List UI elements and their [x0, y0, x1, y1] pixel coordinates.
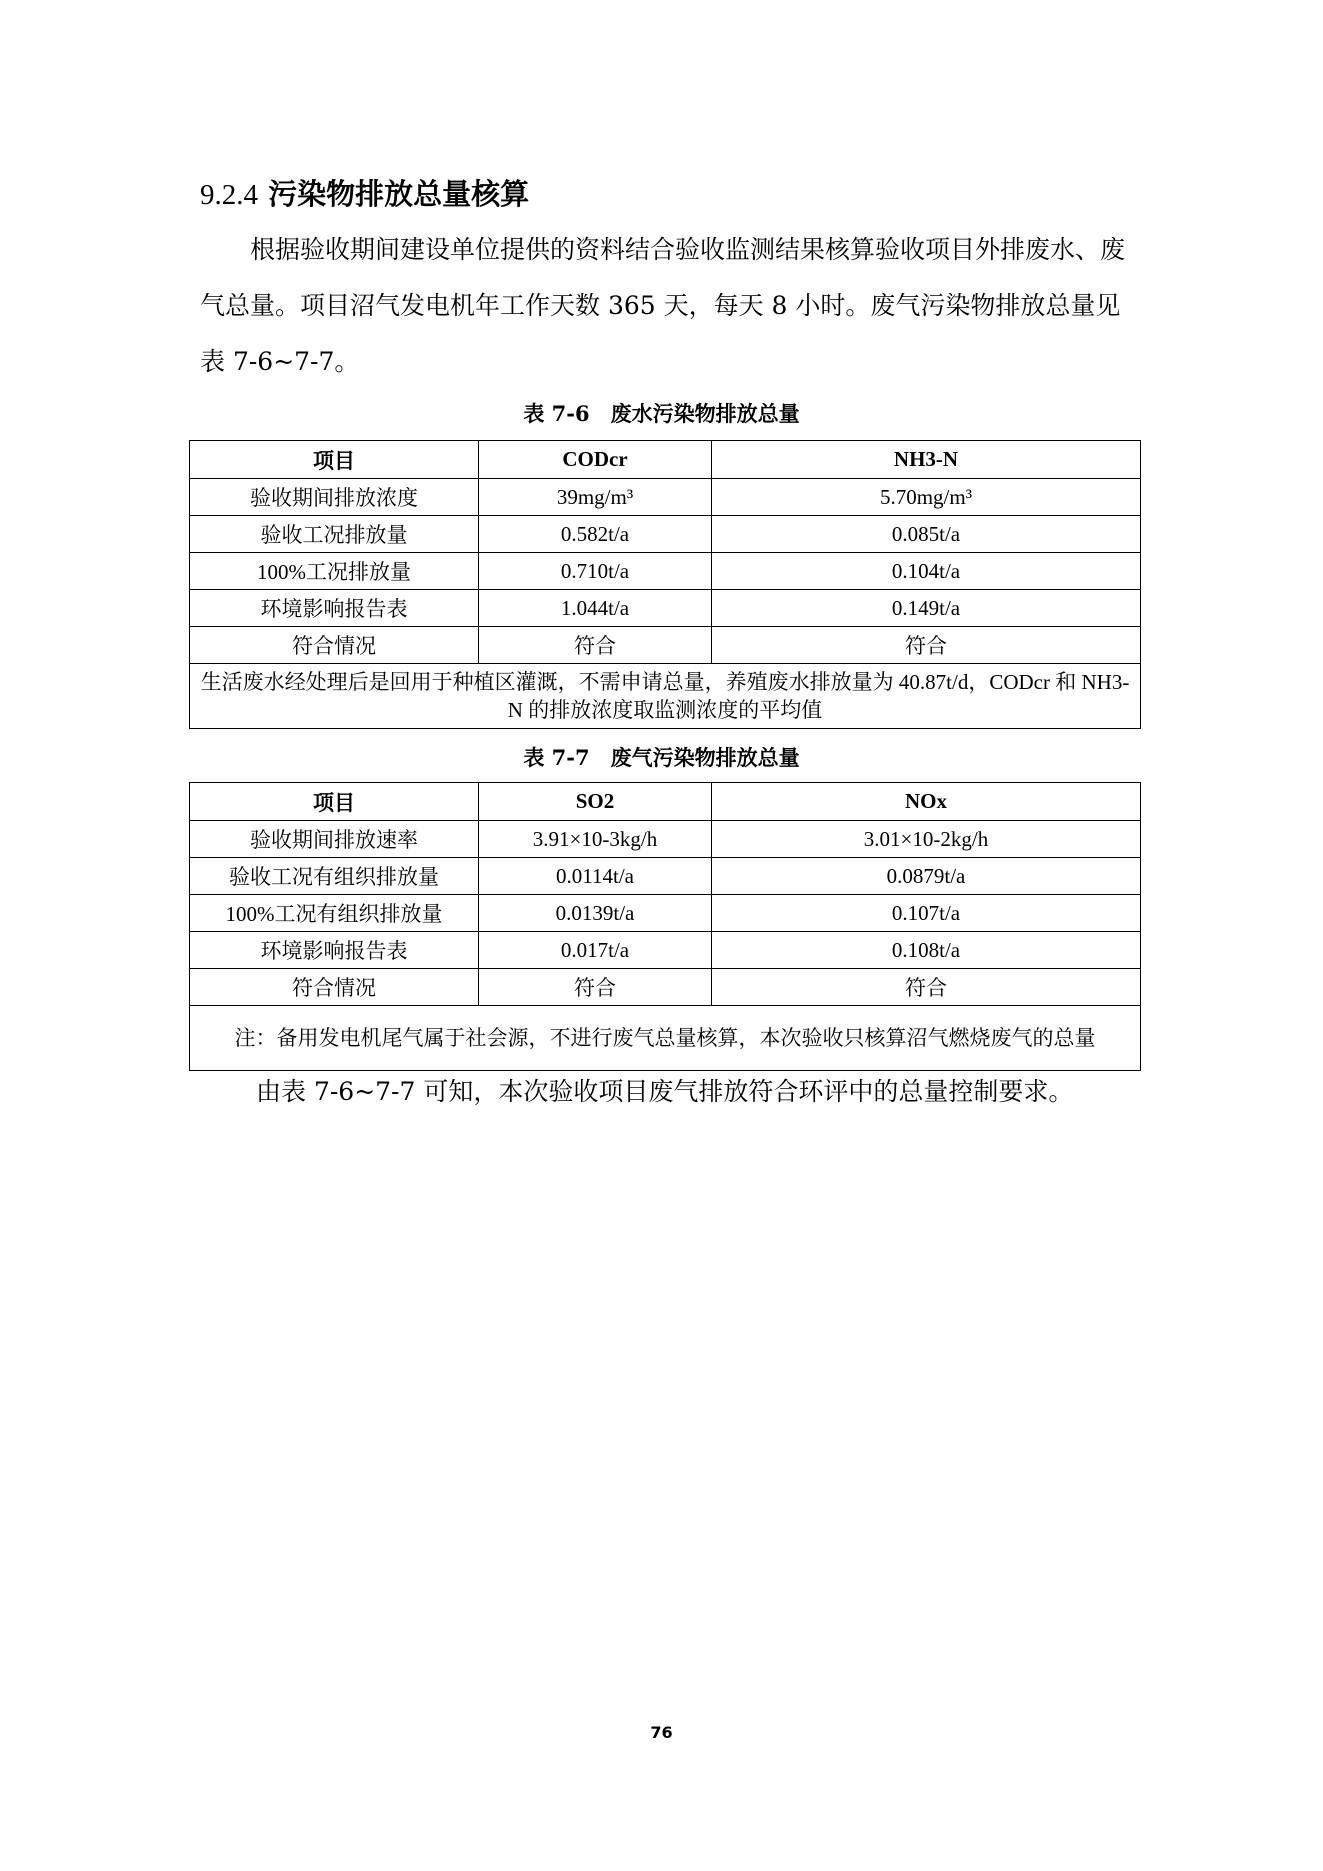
header-cell: SO2: [479, 783, 712, 821]
table-note-row: [190, 1006, 1141, 1071]
table-cell: 0.085t/a: [712, 516, 1141, 553]
table-row: [190, 553, 1141, 590]
table-cell: 0.107t/a: [712, 895, 1141, 932]
table-cell: 验收工况有组织排放量: [190, 858, 479, 895]
table-note-row: [190, 664, 1141, 729]
intro-paragraph: [200, 222, 1135, 390]
table-cell: 环境影响报告表: [190, 590, 479, 627]
section-number: 9.2.4: [200, 179, 258, 211]
table-cell: 3.01×10-2kg/h: [712, 821, 1141, 858]
table-cell: 验收期间排放速率: [190, 821, 479, 858]
table2-caption: 表 7-7 废气污染物排放总量: [523, 745, 800, 770]
table-row: [190, 895, 1141, 932]
table-cell: 0.0139t/a: [479, 895, 712, 932]
header-cell: 项目: [190, 441, 479, 479]
header-cell: NOx: [712, 783, 1141, 821]
table-cell: 环境影响报告表: [190, 932, 479, 969]
section-title: 污染物排放总量核算: [268, 177, 530, 211]
table-row: [190, 516, 1141, 553]
table-row: [190, 479, 1141, 516]
table-header-row: [190, 783, 1141, 821]
table-cell: 符合情况: [190, 969, 479, 1006]
table-cell: 0.108t/a: [712, 932, 1141, 969]
table-note: 生活废水经处理后是回用于种植区灌溉，不需申请总量，养殖废水排放量为 40.87t/d，CODcr 和 NH3-N 的排放浓度取监测浓度的平均值: [190, 664, 1141, 729]
table-row: [190, 821, 1141, 858]
table-cell: 1.044t/a: [479, 590, 712, 627]
table-cell: 0.149t/a: [712, 590, 1141, 627]
table1-caption: 表 7-6 废水污染物排放总量: [523, 401, 800, 426]
table-row: [190, 627, 1141, 664]
table-cell: 符合情况: [190, 627, 479, 664]
table-cell: 0.0879t/a: [712, 858, 1141, 895]
table-cell: 0.017t/a: [479, 932, 712, 969]
table-row: [190, 858, 1141, 895]
table-cell: 符合: [712, 627, 1141, 664]
table-cell: 100%工况有组织排放量: [190, 895, 479, 932]
table-cell: 验收工况排放量: [190, 516, 479, 553]
table-cell: 5.70mg/m³: [712, 479, 1141, 516]
conclusion-text: 由表 7-6~7-7 可知，本次验收项目废气排放符合环评中的总量控制要求。: [256, 1077, 1074, 1106]
page-number: 76: [650, 1723, 673, 1742]
header-cell: NH3-N: [712, 441, 1141, 479]
table-header-row: [190, 441, 1141, 479]
table-cell: 0.104t/a: [712, 553, 1141, 590]
table-cell: 验收期间排放浓度: [190, 479, 479, 516]
header-cell: CODcr: [479, 441, 712, 479]
table-cell: 0.0114t/a: [479, 858, 712, 895]
table-cell: 39mg/m³: [479, 479, 712, 516]
table-cell: 符合: [479, 627, 712, 664]
table-row: [190, 590, 1141, 627]
section-heading: [200, 172, 529, 213]
table-cell: 符合: [479, 969, 712, 1006]
table-cell: 符合: [712, 969, 1141, 1006]
intro-text: 根据验收期间建设单位提供的资料结合验收监测结果核算验收项目外排废水、废气总量。项目沼气发电机年工作天数 365 天，每天 8 小时。废气污染物排放总量见表 7-6~7-7。: [200, 235, 1126, 376]
table-cell: 0.710t/a: [479, 553, 712, 590]
table-row: [190, 969, 1141, 1006]
table-cell: 3.91×10-3kg/h: [479, 821, 712, 858]
header-cell: 项目: [190, 783, 479, 821]
wastewater-table: [189, 440, 1141, 729]
table-note: 注：备用发电机尾气属于社会源，不进行废气总量核算，本次验收只核算沼气燃烧废气的总量: [190, 1006, 1141, 1071]
table-cell: 0.582t/a: [479, 516, 712, 553]
table-cell: 100%工况排放量: [190, 553, 479, 590]
table-row: [190, 932, 1141, 969]
exhaust-gas-table: [189, 782, 1141, 1071]
